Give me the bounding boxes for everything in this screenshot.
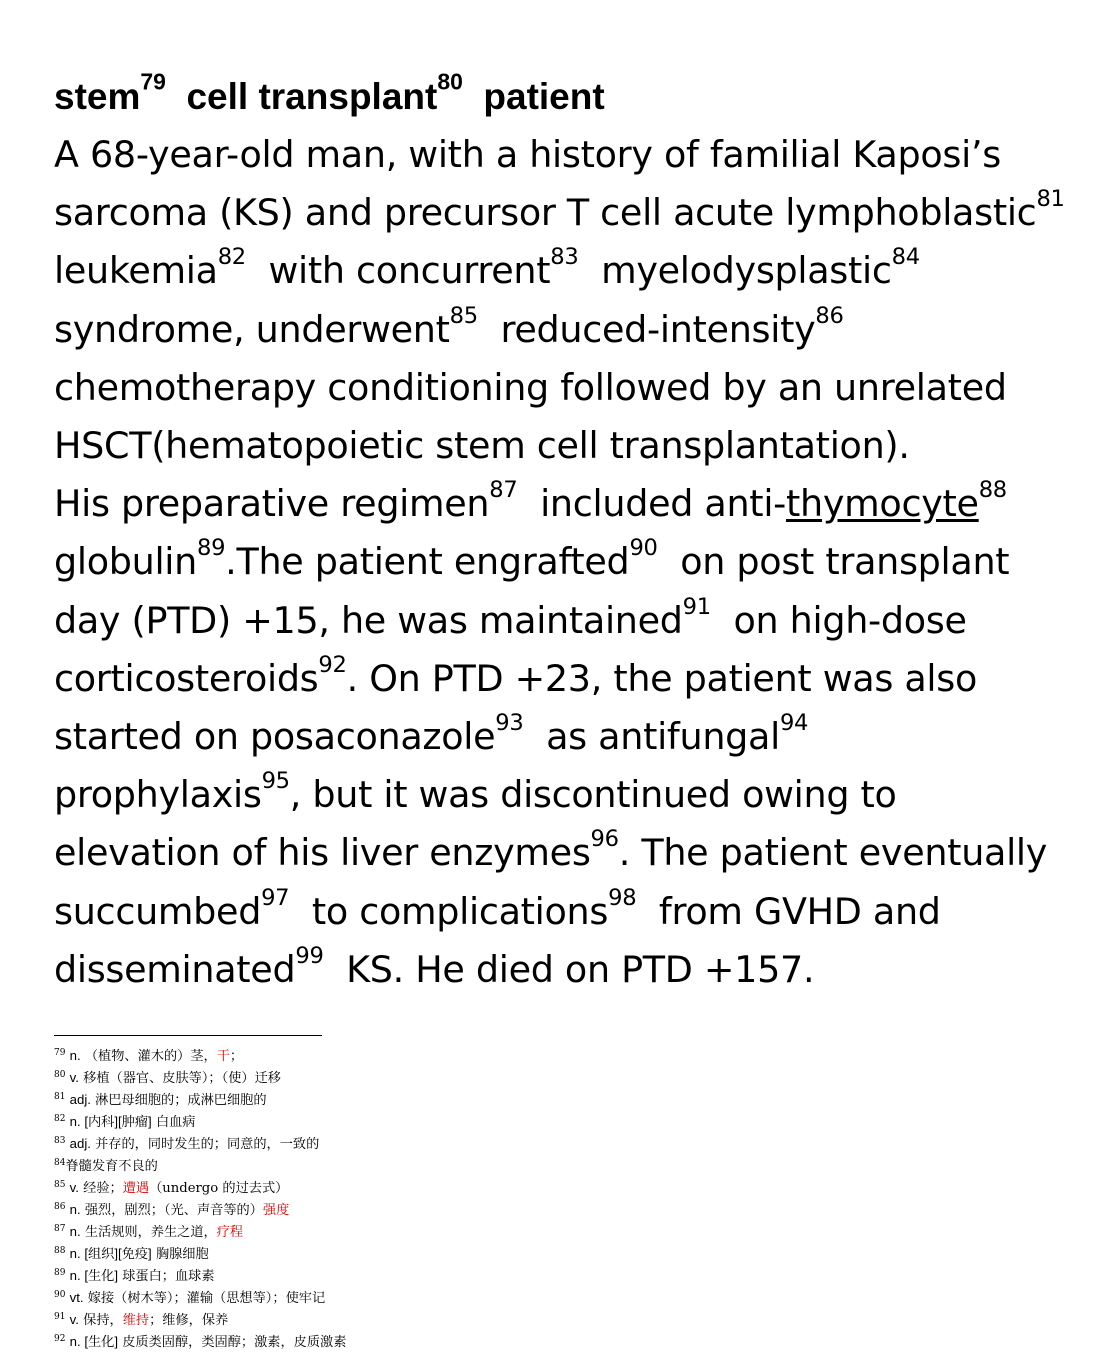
footnote-pos: adj. <box>69 1136 91 1151</box>
footnote-text: 生活规则，养生之道， <box>84 1225 217 1240</box>
text-run: KS. He died on PTD +157. <box>346 947 815 991</box>
footnote-number: 85 <box>54 1180 66 1190</box>
footnote-pos: n. [生化] <box>69 1334 119 1349</box>
footnote <box>54 1130 954 1152</box>
footnote-text: 皮质类固醇，类固醇；激素，皮质激素 <box>122 1335 347 1350</box>
text-run: prophylaxis <box>54 773 262 817</box>
footnote-ref[interactable]: 98 <box>608 884 637 911</box>
text-line <box>54 184 1094 242</box>
footnote-text: 胸腺细胞 <box>155 1247 209 1262</box>
text-run: on high-dose <box>733 598 967 642</box>
footnote-ref[interactable]: 86 <box>815 302 844 329</box>
text-line <box>54 766 1094 824</box>
text-run: as antifungal <box>546 715 780 759</box>
footnote-text: 强烈，剧烈；（光、声音等的） <box>84 1203 263 1218</box>
text-run: from GVHD and <box>658 889 941 933</box>
footnote-highlight: 遭遇 <box>122 1181 150 1196</box>
text-line <box>54 708 1094 766</box>
text-line <box>54 301 1094 359</box>
underlined-term: thymocyte <box>786 482 979 526</box>
text-run: . The patient eventually <box>618 831 1048 875</box>
text-line <box>54 533 1094 591</box>
footnote-number: 91 <box>54 1312 66 1322</box>
heading-word: patient <box>483 76 605 117</box>
text-run: leukemia <box>54 249 218 293</box>
text-run: day (PTD) +15, he was maintained <box>54 598 683 642</box>
footnote <box>54 1152 954 1174</box>
footnote-ref[interactable]: 85 <box>449 302 478 329</box>
text-run: corticosteroids <box>54 656 319 700</box>
footnote-text: 脊髓发育不良的 <box>65 1159 158 1174</box>
footnote-highlight: 强度 <box>262 1203 290 1218</box>
footnote-number: 88 <box>54 1246 66 1256</box>
footnote-number: 83 <box>54 1136 66 1146</box>
footnote-ref[interactable]: 92 <box>318 651 347 678</box>
footnote-text: ； <box>229 1049 244 1064</box>
heading-word: cell transplant <box>186 76 438 117</box>
text-run: A 68-year-old man, with a history of familial Kaposi’s <box>54 133 1001 176</box>
footnote-text: 经验； <box>83 1181 123 1196</box>
text-run: disseminated <box>54 947 296 991</box>
footnote-ref[interactable]: 96 <box>590 826 619 853</box>
body-paragraph <box>54 126 1094 999</box>
footnote-ref[interactable]: 97 <box>261 884 290 911</box>
footnote-number: 87 <box>54 1224 66 1234</box>
footnote-number: 82 <box>54 1114 66 1124</box>
footnote <box>54 1218 954 1240</box>
footnote-text: 白血病 <box>155 1115 196 1130</box>
footnote-text: 保持， <box>83 1313 123 1328</box>
footnote-pos: v. <box>69 1180 79 1195</box>
text-run: chemotherapy conditioning followed by an unrelated <box>54 365 1007 409</box>
text-run: myelodysplastic <box>601 249 892 293</box>
text-run: on post transplant <box>680 540 1010 584</box>
footnote-pos: v. <box>69 1070 79 1085</box>
footnotes <box>54 1042 954 1350</box>
footnote-ref[interactable]: 83 <box>550 244 579 271</box>
footnote-highlight: 维持 <box>122 1313 150 1328</box>
text-run: sarcoma (KS) and precursor T cell acute lymphoblastic <box>54 191 1037 235</box>
footnote-text: 淋巴母细胞的；成淋巴细胞的 <box>95 1093 267 1108</box>
footnote-number: 81 <box>54 1092 66 1102</box>
footnote-ref[interactable]: 95 <box>261 768 290 794</box>
heading-word: stem <box>54 76 141 117</box>
text-run: syndrome, underwent <box>54 307 450 351</box>
footnote-number: 90 <box>54 1290 66 1300</box>
footnote-ref[interactable]: 82 <box>217 244 246 271</box>
footnote-number: 79 <box>54 1048 66 1058</box>
footnote-pos: n. [内科][肿瘤] <box>69 1114 152 1129</box>
footnote <box>54 1328 954 1350</box>
footnote <box>54 1240 954 1262</box>
text-line <box>54 941 1094 999</box>
footnote-text: 并存的，同时发生的；同意的，一致的 <box>95 1137 320 1152</box>
text-run: . On PTD +23, the patient was also <box>346 656 978 700</box>
footnote-ref[interactable]: 91 <box>682 593 711 620</box>
heading <box>54 70 1094 124</box>
footnote-separator <box>54 1035 322 1036</box>
footnote-highlight: 干 <box>216 1049 230 1064</box>
footnote-text: 移植（器官、皮肤等）；（使）迁移 <box>83 1071 281 1086</box>
text-run: to complications <box>311 889 609 933</box>
footnote <box>54 1064 954 1086</box>
footnote <box>54 1174 954 1196</box>
footnote-pos: n. <box>69 1048 81 1063</box>
footnote <box>54 1196 954 1218</box>
footnote <box>54 1262 954 1284</box>
text-run: His preparative regimen <box>54 482 490 526</box>
footnote-ref[interactable]: 99 <box>295 942 324 969</box>
text-run: succumbed <box>54 889 262 933</box>
footnote-pos: n. [生化] <box>69 1268 119 1283</box>
footnote <box>54 1086 954 1108</box>
footnote <box>54 1306 954 1328</box>
footnote-number: 84 <box>54 1158 66 1168</box>
footnote-ref[interactable]: 81 <box>1036 185 1065 212</box>
footnote-text: 球蛋白；血球素 <box>122 1269 215 1284</box>
text-run: .The patient engrafted <box>225 540 630 584</box>
footnote-text: （undergo 的过去式） <box>149 1181 289 1196</box>
footnote-text: 嫁接（树木等）；灌输（思想等）；使牢记 <box>87 1291 326 1306</box>
text-run: included anti- <box>540 482 787 526</box>
text-run: HSCT(hematopoietic stem cell transplantation). <box>54 424 910 468</box>
footnote <box>54 1284 954 1306</box>
text-line <box>54 883 1094 941</box>
text-line <box>54 824 1094 882</box>
text-line <box>54 126 1094 184</box>
footnote-pos: n. [组织][免疫] <box>69 1246 152 1261</box>
footnote-ref[interactable]: 88 <box>978 476 1007 503</box>
text-run: , but it was discontinued owing to <box>289 773 897 817</box>
footnote-pos: v. <box>69 1312 79 1327</box>
text-run: reduced-intensity <box>500 307 816 351</box>
footnote-pos: adj. <box>69 1092 91 1107</box>
footnote-text: ；维修，保养 <box>149 1313 229 1328</box>
footnote-number: 80 <box>54 1070 66 1080</box>
footnote-number: 92 <box>54 1334 66 1344</box>
text-line <box>54 359 1094 417</box>
text-line <box>54 242 1094 300</box>
footnote-pos: vt. <box>69 1290 84 1305</box>
footnote-number: 86 <box>54 1202 66 1212</box>
footnote-ref[interactable]: 90 <box>629 535 658 562</box>
text-line <box>54 592 1094 650</box>
footnote-ref[interactable]: 93 <box>495 709 524 736</box>
footnote <box>54 1108 954 1130</box>
footnote-pos: n. <box>69 1202 81 1217</box>
text-run: with concurrent <box>268 249 551 293</box>
text-line <box>54 417 1094 475</box>
footnote-pos: n. <box>69 1224 81 1239</box>
footnote-ref[interactable]: 94 <box>779 709 809 736</box>
footnote-ref[interactable]: 79 <box>140 68 166 95</box>
text-line <box>54 650 1094 708</box>
footnote-ref[interactable]: 80 <box>437 68 463 95</box>
footnote-text: （植物、灌木的）茎， <box>84 1049 217 1064</box>
text-line <box>54 475 1094 533</box>
text-run: elevation of his liver enzymes <box>54 831 591 875</box>
footnote-highlight: 疗程 <box>216 1225 244 1240</box>
footnote <box>54 1042 954 1064</box>
footnote-number: 89 <box>54 1268 66 1278</box>
footnote-ref[interactable]: 89 <box>196 535 226 562</box>
document-page <box>54 70 1094 999</box>
text-run: started on posaconazole <box>54 715 496 759</box>
text-run: globulin <box>54 540 197 584</box>
footnote-ref[interactable]: 87 <box>489 476 518 503</box>
footnote-ref[interactable]: 84 <box>891 244 920 271</box>
